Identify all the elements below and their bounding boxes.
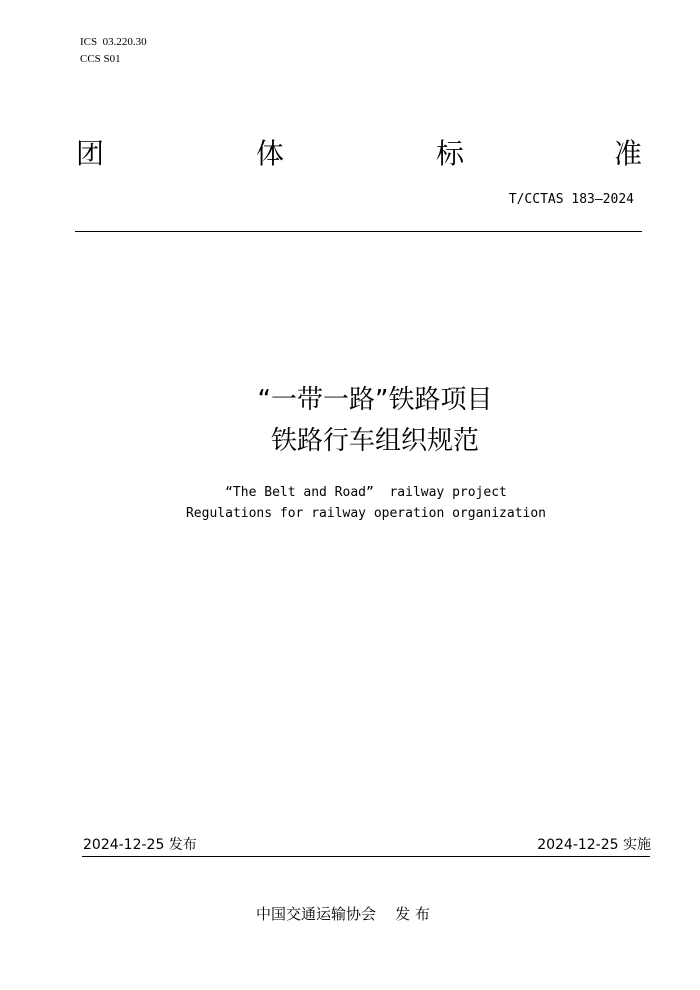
title-en-line-2: Regulations for railway operation organization	[185, 506, 547, 521]
publish-date: 2024-12-25 发布	[83, 837, 197, 853]
title-zh-line-2: 铁路行车组织规范	[270, 426, 479, 456]
implement-date: 2024-12-25 实施	[537, 837, 651, 853]
ccs-code: CCS S01	[80, 53, 121, 65]
doc-type-char-4: 准	[614, 137, 643, 170]
title-zh-line-1: “一带一路”铁路项目	[257, 385, 493, 415]
publisher: 中国交通运输协会 发 布	[256, 905, 430, 923]
footer-divider	[82, 856, 650, 857]
title-en-line-1: “The Belt and Road” railway project	[225, 485, 507, 500]
header-divider	[75, 231, 642, 232]
ics-code: ICS 03.220.30	[80, 36, 147, 48]
doc-type-char-2: 体	[256, 137, 285, 170]
doc-type-char-1: 团	[76, 137, 105, 170]
doc-type-char-3: 标	[436, 137, 465, 170]
standard-number: T/CCTAS 183—2024	[508, 192, 634, 207]
